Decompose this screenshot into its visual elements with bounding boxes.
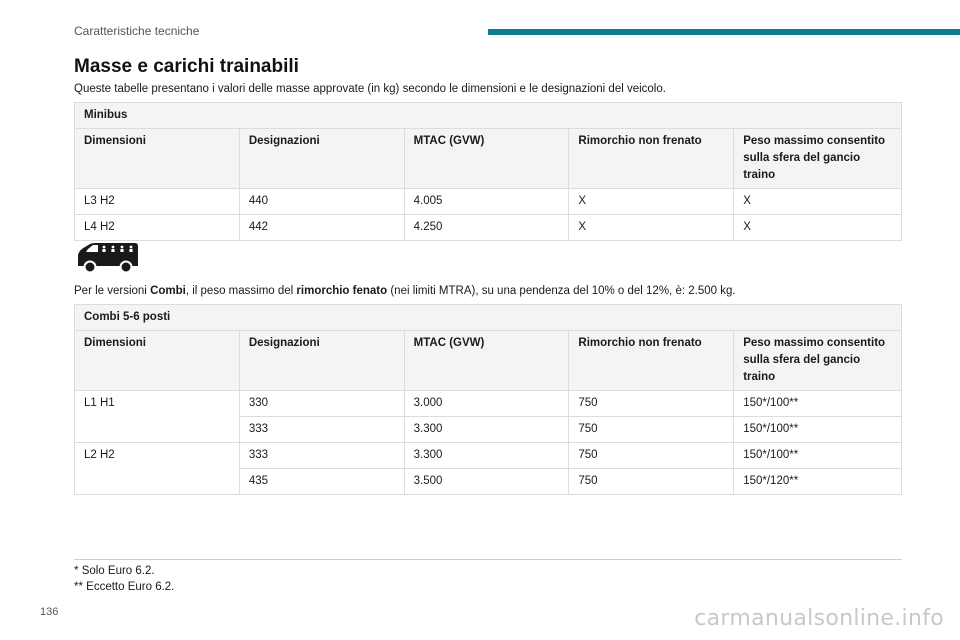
cell-towball-load: 150*/100** <box>734 443 902 469</box>
cell-dimension: L4 H2 <box>75 215 240 241</box>
cell-unbraked-trailer: 750 <box>569 469 734 495</box>
cell-gvw: 4.250 <box>404 215 569 241</box>
column-header: MTAC (GVW) <box>404 129 569 189</box>
cell-gvw: 3.300 <box>404 417 569 443</box>
cell-towball-load: 150*/120** <box>734 469 902 495</box>
column-header: Rimorchio non frenato <box>569 331 734 391</box>
column-header: Peso massimo consentito sulla sfera del gancio traino <box>734 129 902 189</box>
minibus-table <box>74 102 902 241</box>
footnote: * Solo Euro 6.2. <box>74 565 155 577</box>
cell-designation: 440 <box>239 189 404 215</box>
cell-dimension: L1 H1 <box>75 391 240 417</box>
column-header: Designazioni <box>239 129 404 189</box>
cell-dimension <box>75 469 240 495</box>
page-number: 136 <box>40 606 59 618</box>
table-caption: Minibus <box>75 103 902 129</box>
cell-towball-load: X <box>734 189 902 215</box>
cell-gvw: 4.005 <box>404 189 569 215</box>
page-title: Masse e carichi trainabili <box>74 56 299 77</box>
column-header: Dimensioni <box>75 129 240 189</box>
section-accent-bar <box>488 29 960 35</box>
cell-unbraked-trailer: 750 <box>569 443 734 469</box>
table-row <box>75 443 902 469</box>
cell-designation: 435 <box>239 469 404 495</box>
combi-trailer-note: Per le versioni Combi, il peso massimo del rimorchio fenato (nei limiti MTRA), su una pendenza del 10% o del 12%, è: 2.500 kg. <box>74 285 736 297</box>
cell-dimension: L2 H2 <box>75 443 240 469</box>
cell-designation: 330 <box>239 391 404 417</box>
column-header: Peso massimo consentito sulla sfera del gancio traino <box>734 331 902 391</box>
watermark: carmanualsonline.info <box>694 606 944 631</box>
section-header: Caratteristiche tecniche <box>74 24 200 38</box>
footnote: ** Eccetto Euro 6.2. <box>74 581 175 593</box>
table-row <box>75 469 902 495</box>
cell-unbraked-trailer: 750 <box>569 417 734 443</box>
column-header: Rimorchio non frenato <box>569 129 734 189</box>
cell-dimension <box>75 417 240 443</box>
table-caption: Combi 5-6 posti <box>75 305 902 331</box>
minibus-van-icon <box>74 238 140 274</box>
table-row <box>75 215 902 241</box>
cell-unbraked-trailer: 750 <box>569 391 734 417</box>
cell-designation: 442 <box>239 215 404 241</box>
column-header: Dimensioni <box>75 331 240 391</box>
cell-towball-load: 150*/100** <box>734 417 902 443</box>
table-row <box>75 391 902 417</box>
cell-towball-load: 150*/100** <box>734 391 902 417</box>
cell-unbraked-trailer: X <box>569 189 734 215</box>
cell-designation: 333 <box>239 443 404 469</box>
cell-gvw: 3.000 <box>404 391 569 417</box>
column-header: Designazioni <box>239 331 404 391</box>
intro-text: Queste tabelle presentano i valori delle masse approvate (in kg) secondo le dimensioni e le designazioni del veicolo. <box>74 83 666 95</box>
column-header: MTAC (GVW) <box>404 331 569 391</box>
combi-table <box>74 304 902 495</box>
cell-towball-load: X <box>734 215 902 241</box>
table-row <box>75 417 902 443</box>
table-row <box>75 189 902 215</box>
cell-unbraked-trailer: X <box>569 215 734 241</box>
cell-gvw: 3.300 <box>404 443 569 469</box>
cell-designation: 333 <box>239 417 404 443</box>
cell-gvw: 3.500 <box>404 469 569 495</box>
footnote-divider <box>74 559 902 560</box>
cell-dimension: L3 H2 <box>75 189 240 215</box>
